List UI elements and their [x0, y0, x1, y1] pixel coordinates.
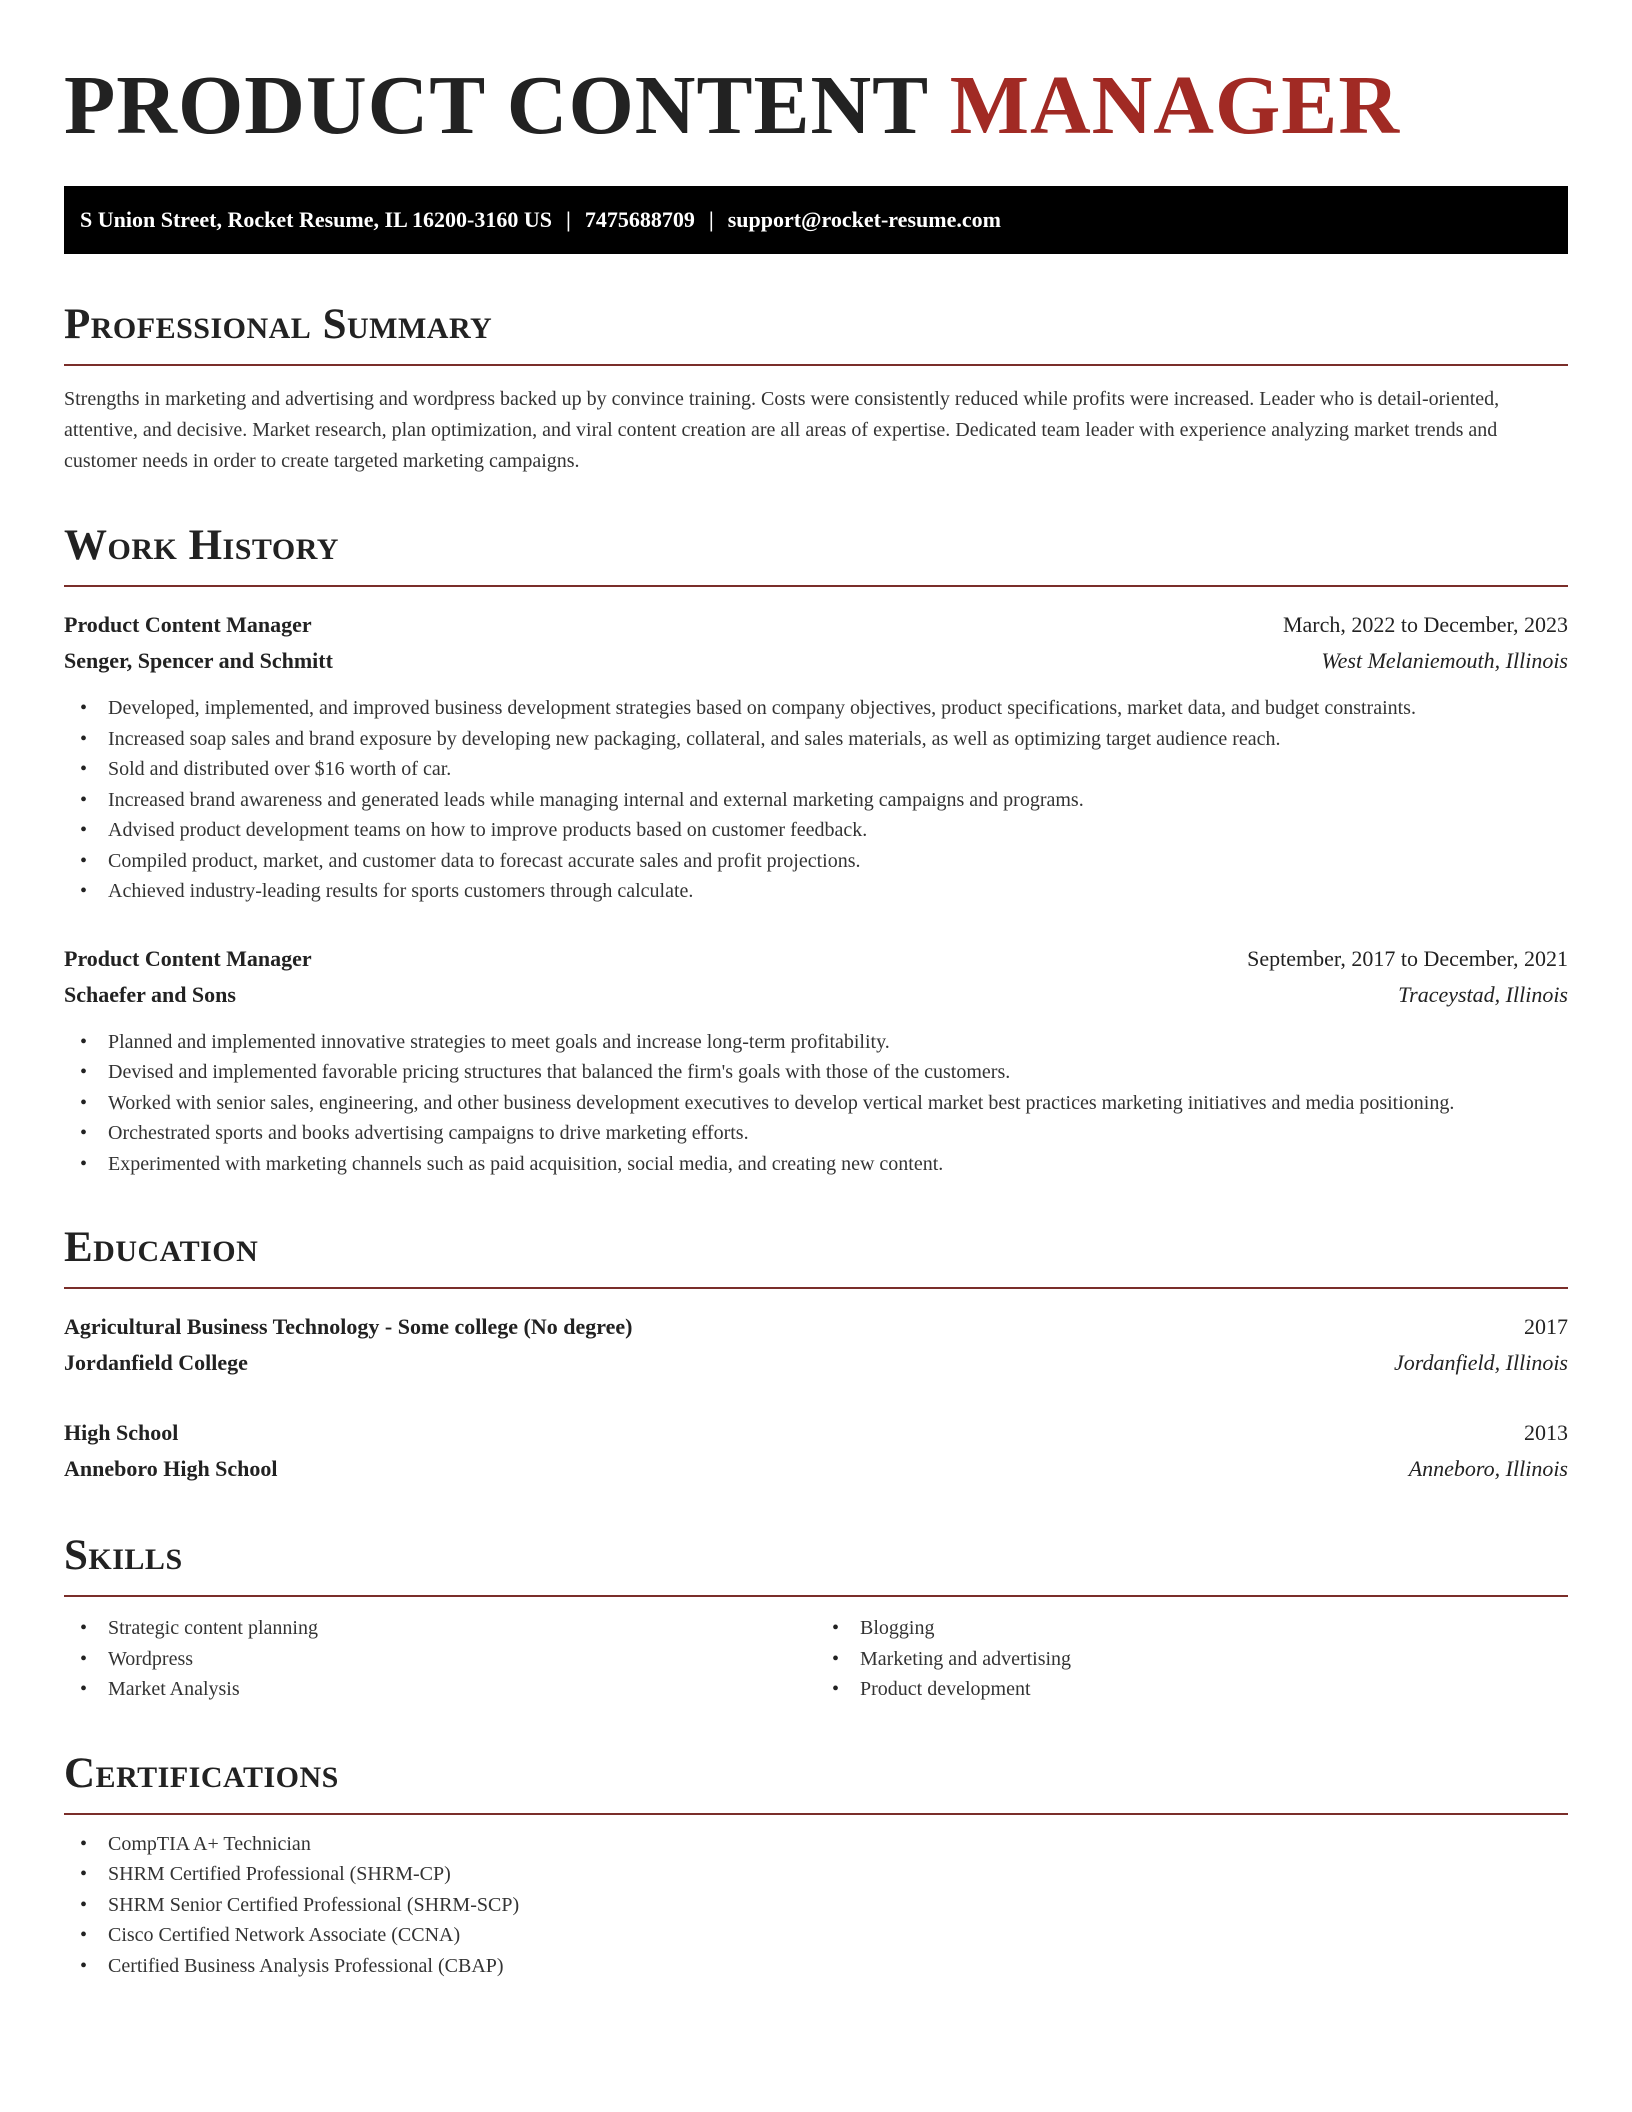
certification-item: • Certified Business Analysis Professional (CBAP) — [64, 1951, 1568, 1982]
job-dates: September, 2017 to December, 2021 — [1247, 945, 1568, 971]
work-entry-subheader — [64, 977, 1568, 1013]
certification-item: • CompTIA A+ Technician — [64, 1829, 1568, 1860]
section-divider — [64, 1813, 1568, 1815]
skill-item: • Marketing and advertising — [816, 1644, 1568, 1675]
work-history-heading: Work History — [64, 522, 339, 569]
work-entry-header — [64, 607, 1568, 643]
certifications-list — [64, 1829, 1568, 1982]
education-entry-subheader — [64, 1451, 1568, 1487]
job-location: Traceystad, Illinois — [1398, 981, 1568, 1007]
job-dates: March, 2022 to December, 2023 — [1282, 612, 1568, 637]
work-entry-header — [64, 941, 1568, 977]
skills-heading: Skills — [64, 1532, 183, 1579]
graduation-year: 2013 — [1524, 1420, 1568, 1445]
summary-text: Strengths in marketing and advertising and wordpress backed up by convince training. Costs were consistently reduced while profits were increased. Leader who is detail-oriented, attentive, and decisive. Market research, plan optimization, and viral content creation are all areas of expertise. Dedicated team leader with experience analyzing market trends and customer needs in order to create targeted marketing campaigns. — [64, 388, 1500, 472]
skill-item: • Market Analysis — [64, 1674, 816, 1705]
skills-column-left — [64, 1613, 816, 1705]
job-duties-list — [64, 1027, 1568, 1180]
school-location: Anneboro, Illinois — [1408, 1456, 1568, 1481]
job-title: Product Content Manager — [64, 612, 312, 637]
list-item: • Advised product development teams on how to improve products based on customer feedback. — [64, 815, 1568, 846]
list-item: • Planned and implemented innovative strategies to meet goals and increase long-term profitability. — [64, 1027, 1568, 1058]
skill-item: • Product development — [816, 1674, 1568, 1705]
education-entry-header — [64, 1309, 1568, 1345]
list-item: • Increased brand awareness and generated leads while managing internal and external marketing campaigns and programs. — [64, 785, 1568, 816]
skill-item: • Wordpress — [64, 1644, 816, 1675]
degree-name: High School — [64, 1420, 179, 1445]
contact-separator: | — [565, 207, 571, 232]
certifications-heading: Certifications — [64, 1749, 339, 1797]
work-entry — [64, 941, 1568, 1180]
list-item: • Devised and implemented favorable pricing structures that balanced the firm's goals with those of the customers. — [64, 1057, 1568, 1088]
skills-grid — [64, 1613, 1568, 1705]
list-item: • Orchestrated sports and books advertising campaigns to drive marketing efforts. — [64, 1118, 1568, 1149]
list-item: • Experimented with marketing channels such as paid acquisition, social media, and creating new content. — [64, 1149, 1568, 1180]
school-location: Jordanfield, Illinois — [1394, 1350, 1568, 1375]
company-name: Schaefer and Sons — [64, 981, 236, 1007]
skills-list — [816, 1613, 1568, 1705]
certification-item: • SHRM Certified Professional (SHRM-CP) — [64, 1859, 1568, 1890]
certification-item: • Cisco Certified Network Associate (CCNA) — [64, 1920, 1568, 1951]
work-entry — [64, 607, 1568, 907]
summary-heading: Professional Summary — [64, 301, 493, 348]
section-divider — [64, 1287, 1568, 1289]
education-entry — [64, 1309, 1568, 1381]
skills-column-right — [816, 1613, 1568, 1705]
skills-list — [64, 1613, 816, 1705]
job-title: Product Content Manager — [64, 945, 312, 971]
education-heading: Education — [64, 1224, 259, 1271]
contact-phone: 7475688709 — [584, 207, 695, 232]
education-entry — [64, 1415, 1568, 1487]
section-divider — [64, 585, 1568, 587]
certification-item: • SHRM Senior Certified Professional (SHRM-SCP) — [64, 1890, 1568, 1921]
list-item: • Achieved industry-leading results for sports customers through calculate. — [64, 876, 1568, 907]
list-item: • Increased soap sales and brand exposure by developing new packaging, collateral, and sales materials, as well as optimizing target audience reach. — [64, 724, 1568, 755]
section-divider — [64, 1595, 1568, 1597]
list-item: • Developed, implemented, and improved business development strategies based on company objectives, product specifications, market data, and budget constraints. — [64, 693, 1568, 724]
list-item: • Worked with senior sales, engineering, and other business development executives to develop vertical market best practices marketing initiatives and media positioning. — [64, 1088, 1568, 1119]
education-entry-header — [64, 1415, 1568, 1451]
list-item: • Compiled product, market, and customer data to forecast accurate sales and profit projections. — [64, 846, 1568, 877]
company-name: Senger, Spencer and Schmitt — [64, 648, 333, 673]
job-duties-list — [64, 693, 1568, 907]
skill-item: • Blogging — [816, 1613, 1568, 1644]
resume-title — [64, 58, 1568, 154]
contact-bar — [64, 186, 1568, 254]
section-divider — [64, 364, 1568, 366]
contact-address: S Union Street, Rocket Resume, IL 16200-3160 US — [80, 207, 552, 232]
contact-email: support@rocket-resume.com — [727, 207, 1001, 232]
title-accent: MANAGER — [949, 59, 1400, 152]
list-item: • Sold and distributed over $16 worth of car. — [64, 754, 1568, 785]
school-name: Jordanfield College — [64, 1350, 248, 1375]
job-location: West Melaniemouth, Illinois — [1321, 648, 1568, 673]
graduation-year: 2017 — [1524, 1314, 1568, 1339]
education-entry-subheader — [64, 1345, 1568, 1381]
school-name: Anneboro High School — [64, 1456, 278, 1481]
degree-name: Agricultural Business Technology - Some college (No degree) — [64, 1314, 633, 1339]
work-entry-subheader — [64, 643, 1568, 679]
title-main: PRODUCT CONTENT — [64, 59, 928, 152]
contact-separator: | — [708, 207, 714, 232]
skill-item: • Strategic content planning — [64, 1613, 816, 1644]
